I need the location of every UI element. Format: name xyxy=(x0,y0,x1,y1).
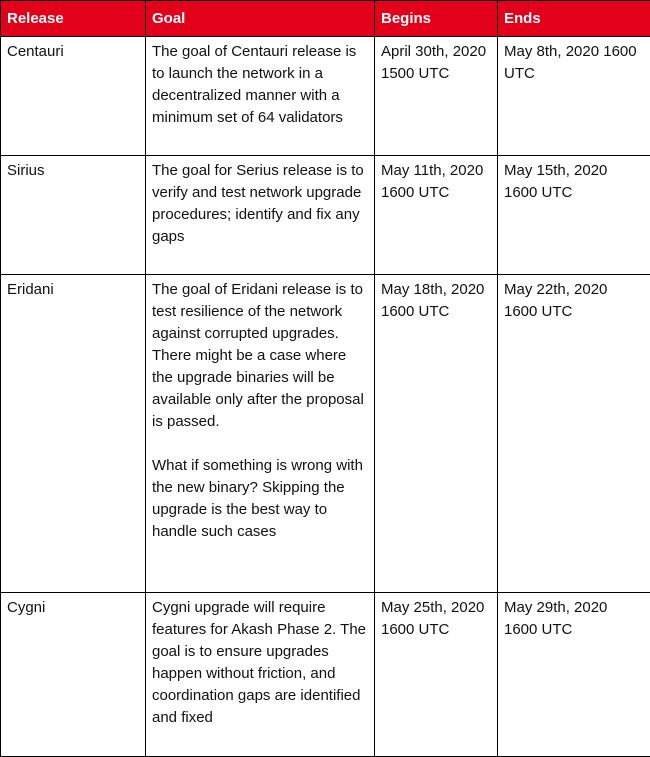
header-row xyxy=(1,1,650,37)
goal-text: Cygni upgrade will require features for Akash Phase 2. The goal is to ensure upgrades happen without friction, and coordination gaps are identified and fixed xyxy=(152,597,368,729)
ends-cell: May 15th, 2020 1600 UTC xyxy=(498,156,650,275)
header-begins: Begins xyxy=(375,1,498,37)
header-release: Release xyxy=(1,1,146,37)
begins-cell: April 30th, 2020 1500 UTC xyxy=(375,37,498,156)
table-row xyxy=(1,275,650,593)
goal-text: The goal of Eridani release is to test resilience of the network against corrupted upgrades. There might be a case where the upgrade binaries will be available only after the proposal is passed. xyxy=(152,279,368,433)
release-cell: Eridani xyxy=(1,275,146,593)
goal-cell xyxy=(146,275,375,593)
release-cell: Centauri xyxy=(1,37,146,156)
ends-cell: May 22th, 2020 1600 UTC xyxy=(498,275,650,593)
table-header xyxy=(1,1,650,37)
ends-cell: May 29th, 2020 1600 UTC xyxy=(498,593,650,757)
begins-cell: May 25th, 2020 1600 UTC xyxy=(375,593,498,757)
goal-text: The goal for Serius release is to verify and test network upgrade procedures; identify and fix any gaps xyxy=(152,160,368,248)
goal-cell xyxy=(146,593,375,757)
header-goal: Goal xyxy=(146,1,375,37)
table-body xyxy=(1,37,650,757)
goal-text: What if something is wrong with the new binary? Skipping the upgrade is the best way to handle such cases xyxy=(152,455,368,543)
table-row xyxy=(1,593,650,757)
release-cell: Cygni xyxy=(1,593,146,757)
table-row xyxy=(1,37,650,156)
table-row xyxy=(1,156,650,275)
ends-cell: May 8th, 2020 1600 UTC xyxy=(498,37,650,156)
goal-cell xyxy=(146,156,375,275)
goal-text: The goal of Centauri release is to launch the network in a decentralized manner with a minimum set of 64 validators xyxy=(152,41,368,129)
release-cell: Sirius xyxy=(1,156,146,275)
header-ends: Ends xyxy=(498,1,650,37)
begins-cell: May 18th, 2020 1600 UTC xyxy=(375,275,498,593)
begins-cell: May 11th, 2020 1600 UTC xyxy=(375,156,498,275)
goal-cell xyxy=(146,37,375,156)
